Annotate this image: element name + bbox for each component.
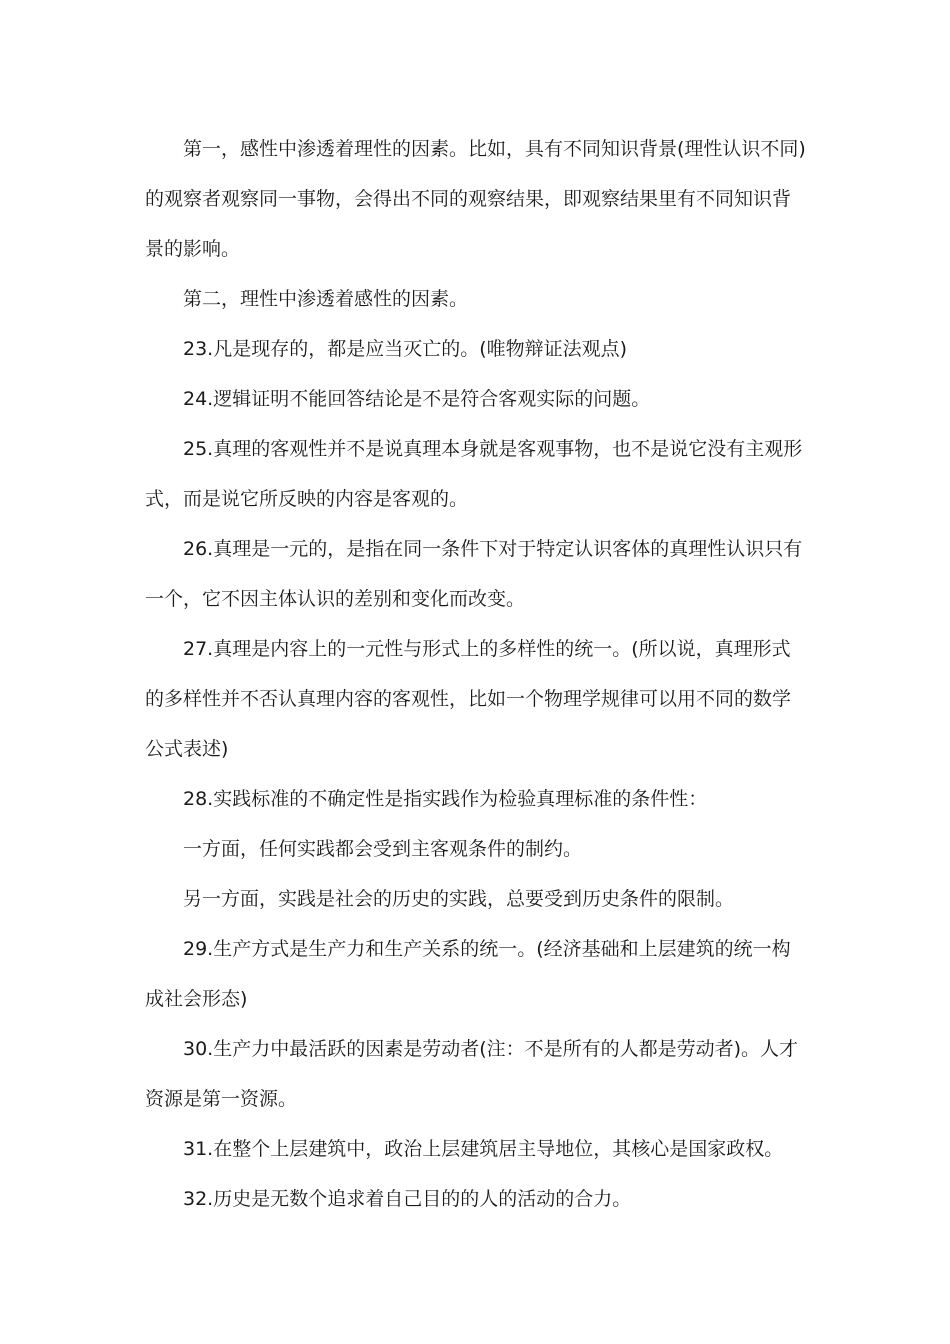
paragraph-28: 28.实践标准的不确定性是指实践作为检验真理标准的条件性： (183, 788, 708, 810)
paragraph-30: 30.生产力中最活跃的因素是劳动者(注：不是所有的人都是劳动者)。人才资源是第一资源。 (145, 1038, 799, 1110)
paragraph-31: 31.在整个上层建筑中，政治上层建筑居主导地位，其核心是国家政权。 (183, 1138, 784, 1160)
paragraph-29: 29.生产方式是生产力和生产关系的统一。(经济基础和上层建筑的统一构成社会形态) (145, 938, 791, 1010)
paragraph-second: 第二，理性中渗透着感性的因素。 (183, 288, 469, 310)
paragraph-23: 23.凡是现存的，都是应当灭亡的。(唯物辩证法观点) (183, 338, 628, 360)
paragraph-28-aspect-2: 另一方面，实践是社会的历史的实践，总要受到历史条件的限制。 (183, 888, 735, 910)
paragraph-28-aspect-1: 一方面，任何实践都会受到主客观条件的制约。 (183, 838, 583, 860)
document-body (145, 124, 807, 1224)
paragraph-26: 26.真理是一元的，是指在同一条件下对于特定认识客体的真理性认识只有一个，它不因主体认识的差别和变化而改变。 (145, 538, 803, 610)
paragraph-32: 32.历史是无数个追求着自己目的的人的活动的合力。 (183, 1188, 632, 1210)
paragraph-27: 27.真理是内容上的一元性与形式上的多样性的统一。(所以说，真理形式的多样性并不否认真理内容的客观性，比如一个物理学规律可以用不同的数学公式表述) (145, 638, 792, 760)
paragraph-25: 25.真理的客观性并不是说真理本身就是客观事物，也不是说它没有主观形式，而是说它所反映的内容是客观的。 (145, 438, 803, 510)
paragraph-first: 第一，感性中渗透着理性的因素。比如，具有不同知识背景(理性认识不同)的观察者观察同一事物，会得出不同的观察结果，即观察结果里有不同知识背景的影响。 (145, 138, 806, 260)
paragraph-24: 24.逻辑证明不能回答结论是不是符合客观实际的问题。 (183, 388, 651, 410)
